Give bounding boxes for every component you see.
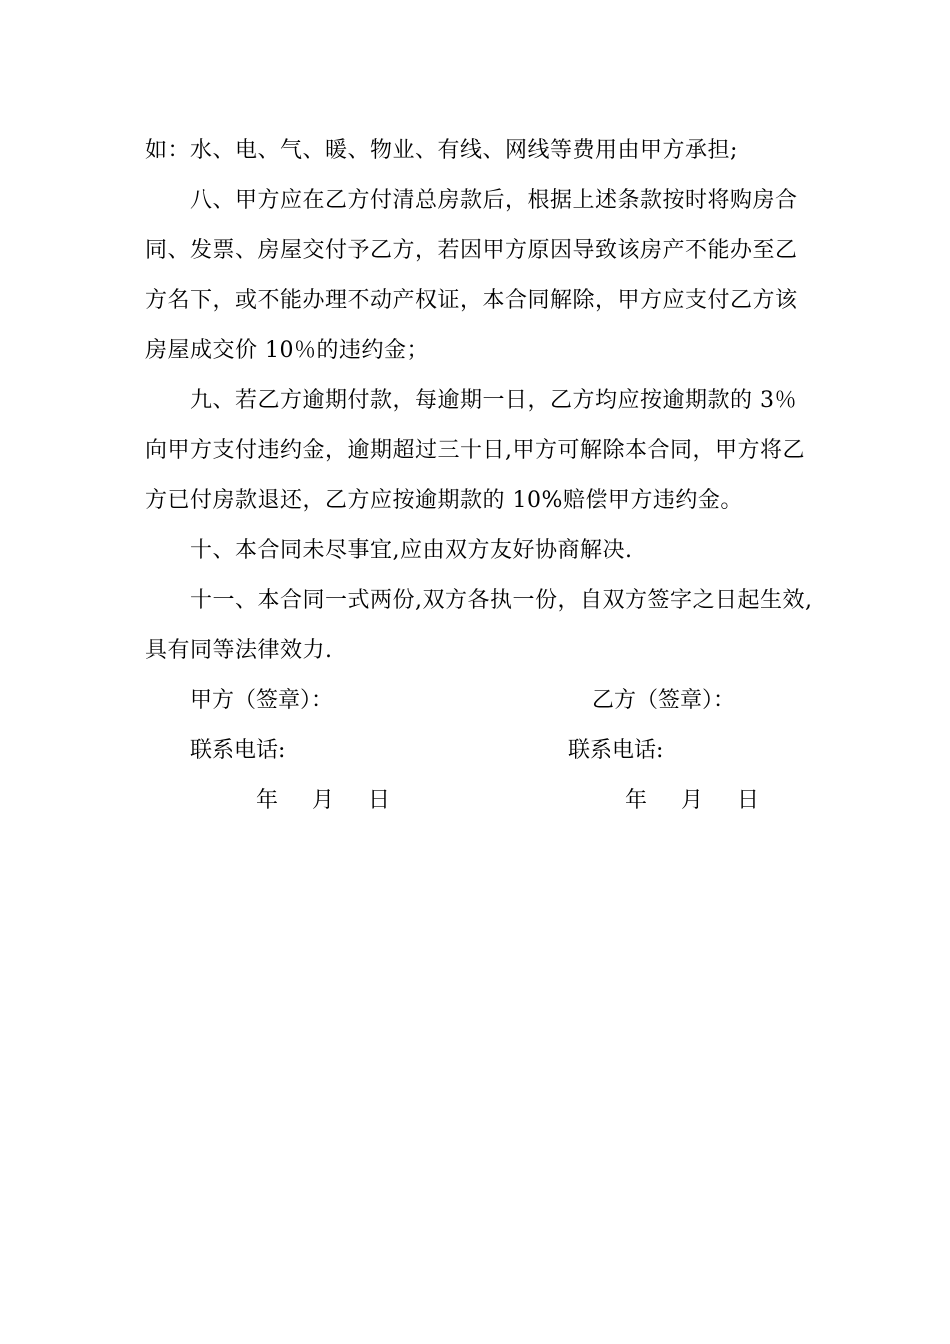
party-a-date [256, 786, 390, 816]
party-a-date-day: 日 [368, 788, 391, 813]
clause-7-tail: 如：水、电、气、暖、物业、有线、网线等费用由甲方承担; [145, 138, 738, 163]
party-a-date-month: 月 [312, 788, 335, 813]
clause-8-line-3: 方名下，或不能办理不动产权证，本合同解除，甲方应支付乙方该 [145, 288, 798, 313]
clause-8-line-4: 房屋成交价 10％的违约金； [145, 338, 429, 363]
clause-9-line-3: 方已付房款退还，乙方应按逾期款的 10%赔偿甲方违约金。 [145, 488, 743, 513]
clause-9-line-2: 向甲方支付违约金，逾期超过三十日,甲方可解除本合同，甲方将乙 [145, 438, 805, 463]
party-a-signature-label: 甲方（签章）： [190, 688, 334, 713]
clause-11-line-2: 具有同等法律效力. [145, 638, 333, 663]
party-b-signature-label: 乙方（签章）： [592, 688, 736, 713]
clause-10-line-1: 十、本合同未尽事宜,应由双方友好协商解决. [190, 538, 633, 563]
clause-8-line-1: 八、甲方应在乙方付清总房款后，根据上述条款按时将购房合 [190, 188, 798, 213]
party-b-date-year: 年 [625, 788, 648, 813]
party-b-date-month: 月 [681, 788, 704, 813]
clause-9-line-1: 九、若乙方逾期付款，每逾期一日，乙方均应按逾期款的 3％ [190, 388, 797, 413]
party-b-date-day: 日 [737, 788, 760, 813]
party-b-phone-label: 联系电话: [568, 738, 664, 763]
clause-11-line-1: 十一、本合同一式两份,双方各执一份，自双方签字之日起生效, [190, 588, 813, 613]
party-a-date-year: 年 [256, 788, 279, 813]
party-a-phone-label: 联系电话: [190, 738, 286, 763]
clause-8-line-2: 同、发票、房屋交付予乙方，若因甲方原因导致该房产不能办至乙 [145, 238, 798, 263]
party-b-date [625, 786, 759, 816]
